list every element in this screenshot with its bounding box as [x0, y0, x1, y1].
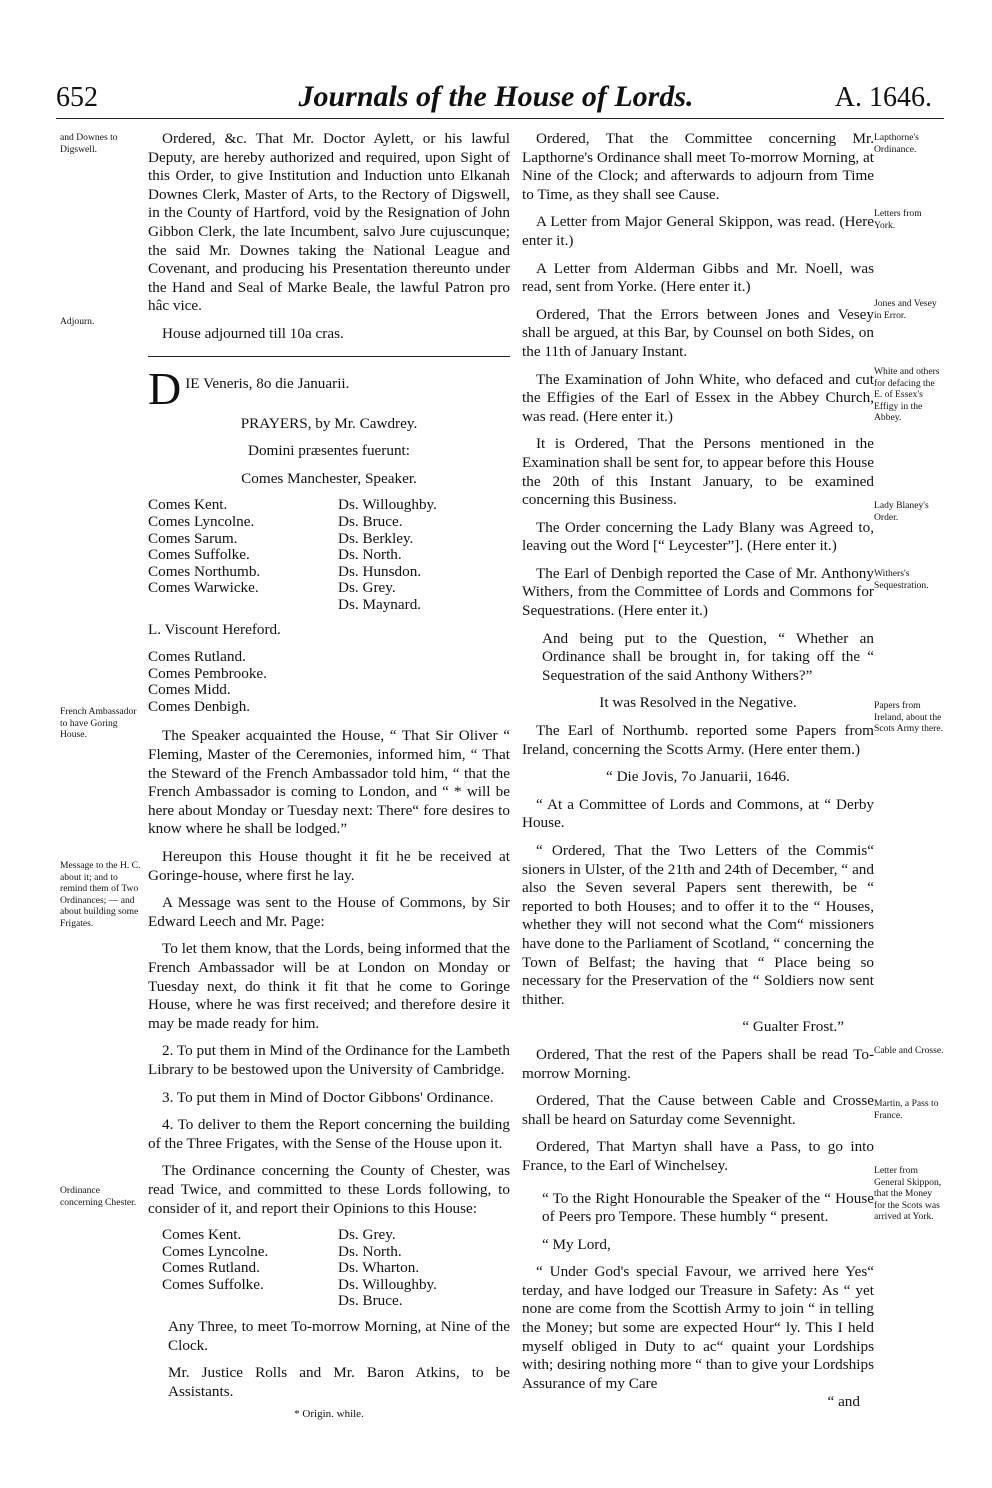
- entry-message: A Message was sent to the House of Commons, by Sir Edward Leech and Mr. Page:: [148, 894, 510, 930]
- margin-note: Letters from York.: [874, 208, 922, 231]
- entry-chester: The Ordinance concerning the County of Chester, was read Twice, and committed to these Lords following, to consider of it, and report their Opinions to this House:: [148, 1162, 510, 1217]
- entry-martyn: Ordered, That Martyn shall have a Pass, to go into France, to the Earl of Winchelsey.: [522, 1138, 874, 1174]
- margin-note: and Downes to Digswell.: [60, 132, 118, 155]
- entry-let-know: To let them know, that the Lords, being informed that the French Ambassador will be at London on Monday or Tuesday next, do think it fit that he come to Goringe House, where he was first received; and therefore desire it may be made ready for him.: [148, 940, 510, 1032]
- margin-note: Adjourn.: [60, 316, 95, 327]
- lord-name: Ds. Maynard.: [338, 595, 422, 613]
- domini-line: Domini præsentes fuerunt:: [248, 442, 410, 460]
- date-heading: [148, 369, 510, 409]
- lords-present: [148, 497, 510, 613]
- letter-body: “ Under God's special Favour, we arrived here Yes“ terday, and have lodged our Treasure in Safety: As “ yet none are come from the Scottish Army to join “ in telling the Money; but some are expected Hour“ ly. This I held myself obliged in Duty to ac“ quaint your Lordships with; desiring nothing more “ than to give your Lordships Assurance of my Care: [522, 1263, 874, 1392]
- lord-name: Comes Kent.: [148, 496, 228, 514]
- section-rule: [148, 356, 510, 357]
- lord-name: Comes Suffolke.: [148, 546, 250, 564]
- entry-negative: It was Resolved in the Negative.: [599, 694, 797, 712]
- margin-note: Message to the H. C. about it; and to remind them of Two Ordinances; — and about building some Frigates.: [60, 860, 141, 929]
- margin-note: White and others for defacing the E. of Essex's Effigy in the Abbey.: [874, 366, 940, 423]
- session-date: IE Veneris, 8o die Januarii.: [185, 374, 350, 392]
- entry-lady-blany: The Order concerning the Lady Blany was Agreed to, leaving out the Word [“ Leycester”]. (Here enter it.): [522, 518, 874, 555]
- margin-note: Martin, a Pass to France.: [874, 1098, 939, 1121]
- lord-name: Comes Rutland.: [162, 1259, 260, 1277]
- entry-lapthorne: Ordered, That the Committee concerning Mr. Lapthorne's Ordinance shall meet To-morrow Morning, at Nine of the Clock; and afterwards to adjourn from Time to Time, as they shall see Cause.: [522, 130, 874, 203]
- entry-withers: The Earl of Denbigh reported the Case of Mr. Anthony Withers, from the Committee of Lords and Commons for Sequestrations. (Here enter it.): [522, 564, 874, 620]
- entry-skippon-letter: A Letter from Major General Skippon, was read. (Here enter it.): [522, 213, 874, 249]
- entry-question: And being put to the Question, “ Whether an Ordinance shall be brought in, for taking off the “ Sequestration of the said Anthony Withers?”: [542, 629, 874, 684]
- entry-derby-order: “ Ordered, That the Two Letters of the Commis“ sioners in Ulster, of the 21th and 24th of December, “ and also the Seven several Papers sent therewith, be “ reported to both Houses; and to offer it to the “ Houses, whether they will not second what the Com“ missioners have done to the Parliament of Scotland, “ concerning the Town of Belfast; the having that “ Place being so necessary for the Preservation of the “ Soldiers now sent thither.: [522, 842, 874, 1008]
- header-rule: [56, 118, 944, 119]
- lord-name: Comes Denbigh.: [148, 697, 251, 715]
- journal-title: Journals of the House of Lords.: [298, 80, 694, 113]
- entry-any-three: Any Three, to meet To-morrow Morning, at Nine of the Clock.: [168, 1318, 510, 1354]
- comm-col-a: [162, 1227, 338, 1310]
- lord-name: Comes Rutland.: [148, 648, 246, 666]
- lord-name: Ds. Willoughby.: [338, 1275, 437, 1293]
- lord-name: Ds. Willoughby.: [338, 496, 437, 514]
- lord-name: Ds. Grey.: [338, 579, 396, 597]
- entry-gibbons: 3. To put them in Mind of Doctor Gibbons' Ordinance.: [162, 1088, 494, 1106]
- entry-speaker-french: The Speaker acquainted the House, “ That Sir Oliver “ Fleming, Master of the Ceremonies, informed him, “ That the Steward of the French Ambassador told him, “ that the French Ambassador is coming to London, and “ * will be here about Monday or Tuesday next: There“ fore desires to know where he shall be lodged.”: [148, 727, 510, 838]
- margin-note: Letter from General Skippon, that the Money for the Scots was arrived at York.: [874, 1165, 942, 1222]
- entry-white-exam: The Examination of John White, who defaced and cut the Effigies of the Earl of Essex in the Abbey Church, was read. (Here enter it.): [522, 370, 874, 425]
- lord-name: Comes Midd.: [148, 681, 231, 699]
- footnote: * Origin. while.: [294, 1408, 364, 1421]
- viscount-line: L. Viscount Hereford.: [148, 621, 281, 639]
- lords-col-a: [148, 497, 338, 613]
- margin-note: Cable and Crosse.: [874, 1045, 944, 1056]
- page-number: 652: [56, 82, 98, 113]
- margin-note: Lady Blaney's Order.: [874, 500, 929, 523]
- lord-name: Ds. Berkley.: [338, 529, 414, 547]
- page-header: [0, 78, 992, 122]
- right-column: [522, 130, 874, 1412]
- lord-name: Comes Pembrooke.: [148, 664, 267, 682]
- entry-jones-vesey: Ordered, That the Errors between Jones and Vesey shall be argued, at this Bar, by Counsel on both Sides, on the 11th of January Instant.: [522, 305, 874, 360]
- lord-name: Ds. Wharton.: [338, 1259, 420, 1277]
- lord-name: Comes Suffolke.: [162, 1275, 264, 1293]
- margin-note: French Ambassador to have Goring House.: [60, 706, 137, 740]
- margin-note: Papers from Ireland, about the Scots Army there.: [874, 700, 944, 734]
- lords-col-b: [338, 497, 510, 613]
- margin-note: Lapthorne's Ordinance.: [874, 132, 919, 155]
- entry-rest-papers: Ordered, That the rest of the Papers shall be read To-morrow Morning.: [522, 1045, 874, 1082]
- entry-frigates: 4. To deliver to them the Report concerning the building of the Three Frigates, with the Sense of the House upon it.: [148, 1116, 510, 1152]
- lord-name: Ds. Bruce.: [338, 1292, 403, 1310]
- margin-note: Jones and Vesey in Error.: [874, 298, 937, 321]
- entry-gibbs-letter: A Letter from Alderman Gibbs and Mr. Noell, was read, sent from Yorke. (Here enter it.): [522, 259, 874, 296]
- lord-name: Ds. North.: [338, 546, 402, 564]
- margin-note: Ordinance concerning Chester.: [60, 1185, 137, 1208]
- entry-adjourn: House adjourned till 10a cras.: [162, 324, 344, 342]
- letter-salutation: “ My Lord,: [542, 1235, 611, 1253]
- lords-col-c: [148, 649, 510, 715]
- entry-persons-sent: It is Ordered, That the Persons mentioned in the Examination shall be sent for, to appear before this House the 20th of this Instant January, to be examined concerning this Business.: [522, 435, 874, 509]
- entry-goringe: Hereupon this House thought it fit he be received at Goringe-house, where first he lay.: [148, 848, 510, 884]
- drop-cap: D: [148, 368, 182, 409]
- comm-col-b: [338, 1227, 510, 1310]
- lord-name: Comes Northumb.: [148, 562, 261, 580]
- prayers-line: PRAYERS, by Mr. Cawdrey.: [240, 414, 418, 432]
- lord-name: Comes Kent.: [162, 1226, 242, 1244]
- entry-lambeth: 2. To put them in Mind of the Ordinance for the Lambeth Library to be bestowed upon the University of Cambridge.: [148, 1042, 510, 1078]
- entry-downes: Ordered, &c. That Mr. Doctor Aylett, or his lawful Deputy, are hereby authorized and required, upon Sight of this Order, to give Institution and Induction unto Elkanah Downes Clerk, Master of Arts, to the Rectory of Digswell, in the County of Hartford, void by the Resignation of John Gibbon Clerk, the late Incumbent, salvo Jure cujuscunque; the said Mr. Downes taking the National League and Covenant, and producing his Presentation thereunto under the Hand and Seal of Marke Beale, the lawful Patron pro hâc vice.: [148, 130, 510, 315]
- lord-name: Ds. Bruce.: [338, 512, 403, 530]
- catchword: “ and: [827, 1393, 860, 1411]
- left-column: [148, 130, 510, 1424]
- page-year: A. 1646.: [834, 82, 932, 113]
- lord-name: Comes Lyncolne.: [162, 1242, 269, 1260]
- lord-name: Comes Sarum.: [148, 529, 238, 547]
- entry-assistants: Mr. Justice Rolls and Mr. Baron Atkins, to be Assistants.: [168, 1364, 510, 1400]
- lord-name: Ds. Grey.: [338, 1226, 396, 1244]
- margin-note: Withers's Sequestration.: [874, 568, 929, 591]
- lord-name: Ds. North.: [338, 1242, 402, 1260]
- entry-northumb: The Earl of Northumb. reported some Papers from Ireland, concerning the Scotts Army. (Here enter them.): [522, 722, 874, 758]
- entry-committee: “ At a Committee of Lords and Commons, at “ Derby House.: [522, 795, 874, 832]
- letter-address: “ To the Right Honourable the Speaker of the “ House of Peers pro Tempore. These humbly “ present.: [542, 1189, 874, 1226]
- entry-cable-crosse: Ordered, That the Cause between Cable and Crosse shall be heard on Saturday come Sevennight.: [522, 1092, 874, 1128]
- lord-name: Comes Warwicke.: [148, 579, 259, 597]
- lord-name: Comes Lyncolne.: [148, 512, 255, 530]
- speaker-line: Comes Manchester, Speaker.: [241, 469, 417, 487]
- signature-frost: “ Gualter Frost.”: [742, 1018, 844, 1036]
- lord-name: Ds. Hunsdon.: [338, 562, 422, 580]
- entry-die-jovis: “ Die Jovis, 7o Januarii, 1646.: [606, 768, 790, 786]
- committee-lords: [148, 1227, 510, 1310]
